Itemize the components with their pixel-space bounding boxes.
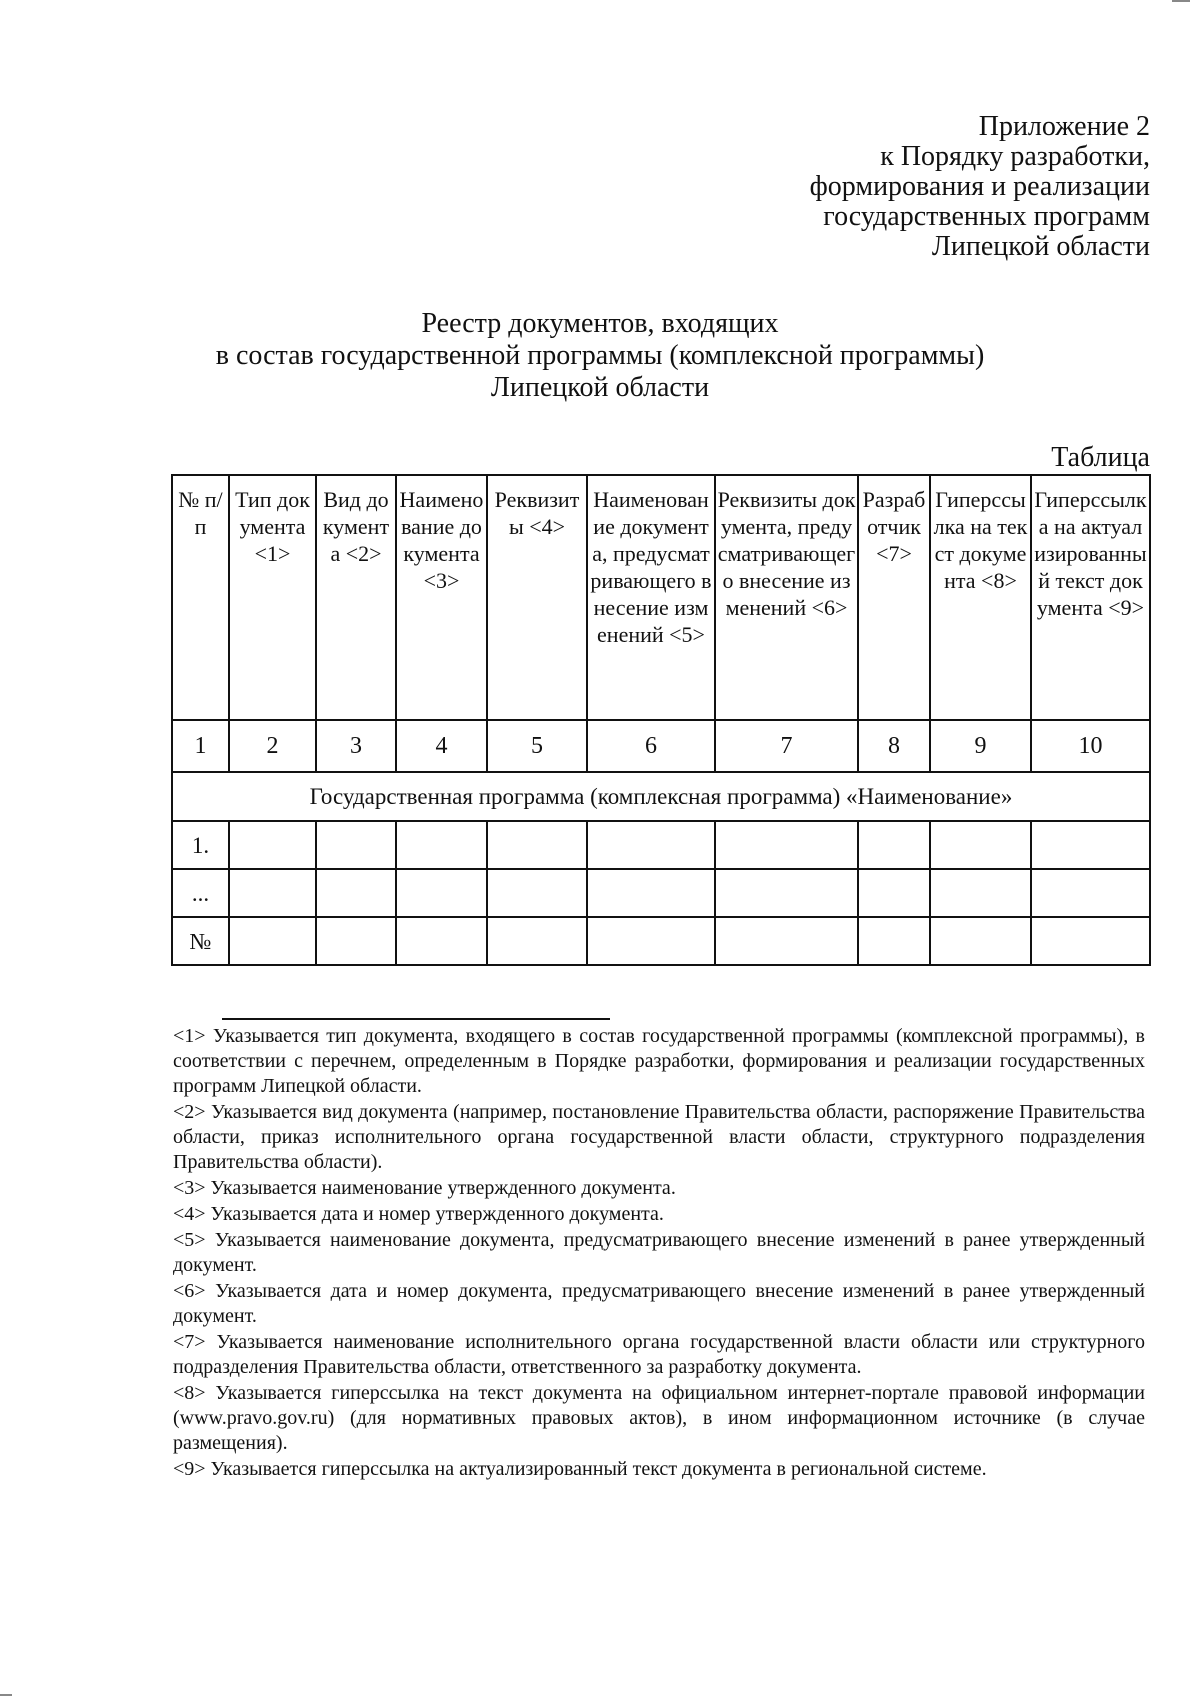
empty-cell <box>587 821 715 869</box>
empty-cell <box>396 917 487 965</box>
appendix-line: Липецкой области <box>931 231 1150 262</box>
empty-cell <box>487 821 587 869</box>
empty-cell <box>396 821 487 869</box>
empty-cell <box>229 917 316 965</box>
footnote: <7> Указывается наименование исполнительного органа государственной власти области или структурного подразделения Правительства области, ответственного за разработку документа. <box>173 1331 1145 1378</box>
footnote-divider <box>222 1018 610 1020</box>
header-cell: Гиперссылка на текст документа <8> <box>930 475 1031 720</box>
section-row <box>172 772 1150 821</box>
table-caption: Таблица <box>1051 442 1150 473</box>
empty-cell <box>587 869 715 917</box>
row-label: 1. <box>172 821 229 869</box>
footnote: <2> Указывается вид документа (например, постановление Правительства области, распоряжение Правительства области, приказ исполнительного органа государственной власти области, структурного подразделения Правительства области). <box>173 1101 1145 1173</box>
column-number: 10 <box>1031 720 1150 772</box>
header-cell: Реквизиты <4> <box>487 475 587 720</box>
empty-cell <box>858 869 930 917</box>
footnote: <3> Указывается наименование утвержденного документа. <box>173 1177 676 1199</box>
footnote: <6> Указывается дата и номер документа, предусматривающего внесение изменений в ранее утвержденный документ. <box>173 1280 1145 1327</box>
empty-cell <box>930 917 1031 965</box>
document-title <box>0 308 1200 404</box>
empty-cell <box>487 869 587 917</box>
row-label: № <box>172 917 229 965</box>
registry-table <box>171 474 1151 966</box>
appendix-line: к Порядку разработки, <box>880 141 1150 172</box>
column-number: 6 <box>587 720 715 772</box>
column-number: 3 <box>316 720 396 772</box>
header-cell: Гиперссылка на актуализированный текст документа <9> <box>1031 475 1150 720</box>
empty-cell <box>1031 869 1150 917</box>
section-title: Государственная программа (комплексная программа) «Наименование» <box>172 772 1150 821</box>
empty-cell <box>858 917 930 965</box>
empty-cell <box>487 917 587 965</box>
table-row <box>172 917 1150 965</box>
row-label: ... <box>172 869 229 917</box>
footnotes <box>173 1024 1145 1483</box>
column-number: 4 <box>396 720 487 772</box>
header-cell: Наименование документа <3> <box>396 475 487 720</box>
empty-cell <box>229 821 316 869</box>
empty-cell <box>715 917 858 965</box>
appendix-header <box>590 112 1150 262</box>
empty-cell <box>396 869 487 917</box>
title-line: Липецкой области <box>490 372 710 403</box>
scan-edge-mark <box>1172 0 1190 5</box>
table-row <box>172 821 1150 869</box>
empty-cell <box>715 821 858 869</box>
empty-cell <box>858 821 930 869</box>
empty-cell <box>587 917 715 965</box>
column-number: 5 <box>487 720 587 772</box>
empty-cell <box>316 869 396 917</box>
footnote: <1> Указывается тип документа, входящего в состав государственной программы (комплексной программы), в соответствии с перечнем, определенным в Порядке разработки, формирования и реализации государственных программ Липецкой области. <box>173 1025 1145 1097</box>
empty-cell <box>316 821 396 869</box>
footnote: <4> Указывается дата и номер утвержденного документа. <box>173 1203 664 1225</box>
header-cell: Тип документа <1> <box>229 475 316 720</box>
empty-cell <box>1031 821 1150 869</box>
empty-cell <box>229 869 316 917</box>
header-row <box>172 475 1150 720</box>
empty-cell <box>715 869 858 917</box>
column-number: 7 <box>715 720 858 772</box>
empty-cell <box>930 821 1031 869</box>
header-cell: № п/п <box>172 475 229 720</box>
empty-cell <box>930 869 1031 917</box>
title-line: Реестр документов, входящих <box>421 308 779 339</box>
footnote: <5> Указывается наименование документа, предусматривающего внесение изменений в ранее утвержденный документ. <box>173 1229 1145 1276</box>
column-number-row <box>172 720 1150 772</box>
appendix-line: Приложение 2 <box>978 111 1150 142</box>
empty-cell <box>316 917 396 965</box>
header-cell: Реквизиты документа, предусматривающего внесение изменений <6> <box>715 475 858 720</box>
scan-edge-mark <box>0 1694 12 1696</box>
header-cell: Разработчик <7> <box>858 475 930 720</box>
appendix-line: формирования и реализации <box>809 171 1150 202</box>
footnote: <9> Указывается гиперссылка на актуализированный текст документа в региональной системе. <box>173 1458 987 1480</box>
column-number: 1 <box>172 720 229 772</box>
appendix-line: государственных программ <box>823 201 1150 232</box>
header-cell: Вид документа <2> <box>316 475 396 720</box>
footnote: <8> Указывается гиперссылка на текст документа на официальном интернет-портале правовой информации (www.pravo.gov.ru) (для нормативных правовых актов), в ином информационном источнике (в случае размещения). <box>173 1382 1145 1454</box>
title-line: в состав государственной программы (комплексной программы) <box>215 340 985 371</box>
table-row <box>172 869 1150 917</box>
column-number: 9 <box>930 720 1031 772</box>
header-cell: Наименование документа, предусматривающего внесение изменений <5> <box>587 475 715 720</box>
column-number: 8 <box>858 720 930 772</box>
empty-cell <box>1031 917 1150 965</box>
column-number: 2 <box>229 720 316 772</box>
